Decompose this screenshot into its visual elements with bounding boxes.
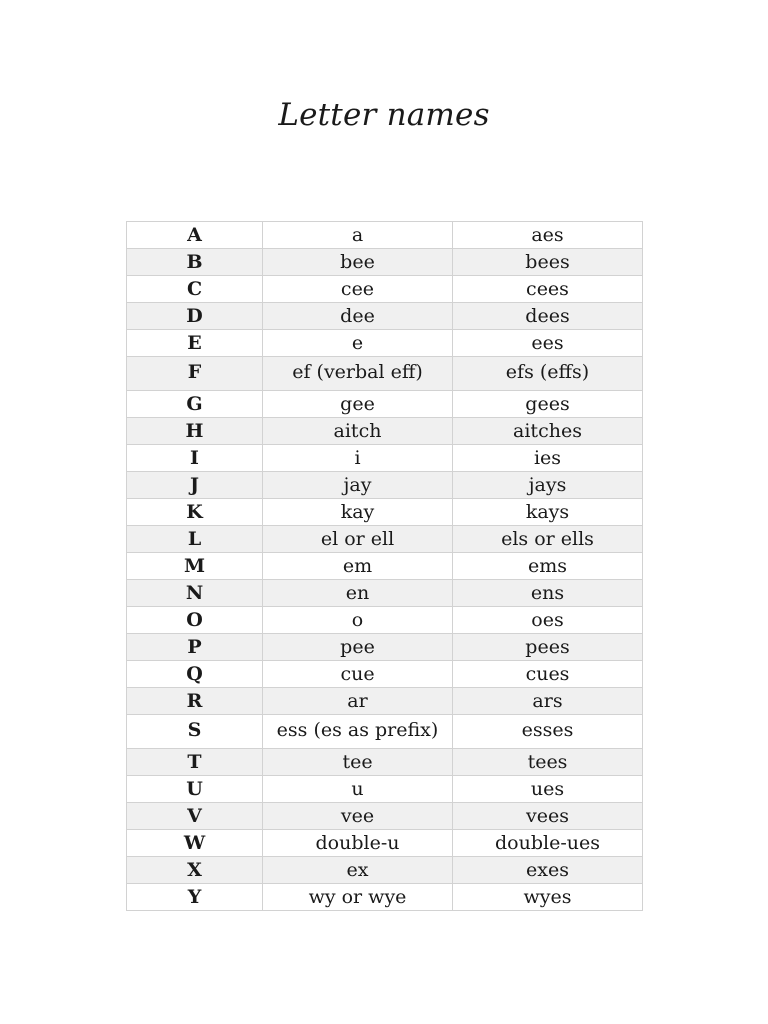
table-row — [127, 249, 643, 276]
letter-cell: B — [127, 249, 263, 276]
table-row — [127, 688, 643, 715]
letter-name-cell: vee — [263, 803, 453, 830]
page-title: Letter names — [278, 97, 490, 133]
letter-cell: J — [127, 472, 263, 499]
table-row — [127, 499, 643, 526]
letter-cell: V — [127, 803, 263, 830]
letter-cell: P — [127, 634, 263, 661]
letter-cell: Y — [127, 884, 263, 911]
plural-cell: efs (effs) — [453, 357, 643, 391]
plural-cell: aitches — [453, 418, 643, 445]
letter-name-cell: double-u — [263, 830, 453, 857]
table-row — [127, 776, 643, 803]
plural-cell: dees — [453, 303, 643, 330]
table-row — [127, 580, 643, 607]
letter-name-cell: u — [263, 776, 453, 803]
plural-cell: ues — [453, 776, 643, 803]
letter-cell: N — [127, 580, 263, 607]
letter-cell: U — [127, 776, 263, 803]
letter-cell: A — [127, 222, 263, 249]
letter-name-cell: bee — [263, 249, 453, 276]
plural-cell: jays — [453, 472, 643, 499]
plural-cell: vees — [453, 803, 643, 830]
letter-cell: M — [127, 553, 263, 580]
letter-name-cell: em — [263, 553, 453, 580]
plural-cell: ees — [453, 330, 643, 357]
letter-cell: X — [127, 857, 263, 884]
letter-cell: G — [127, 391, 263, 418]
letter-name-cell: dee — [263, 303, 453, 330]
letter-cell: T — [127, 749, 263, 776]
letter-name-cell: el or ell — [263, 526, 453, 553]
table-row — [127, 330, 643, 357]
plural-cell: cues — [453, 661, 643, 688]
letter-cell: D — [127, 303, 263, 330]
table-row — [127, 803, 643, 830]
letter-cell: L — [127, 526, 263, 553]
table-row — [127, 303, 643, 330]
letter-cell: Q — [127, 661, 263, 688]
table-row — [127, 222, 643, 249]
plural-cell: double-ues — [453, 830, 643, 857]
letter-cell: S — [127, 715, 263, 749]
plural-cell: tees — [453, 749, 643, 776]
letter-names-table — [126, 221, 643, 911]
table-row — [127, 276, 643, 303]
table-body — [127, 222, 643, 911]
letter-name-cell: ar — [263, 688, 453, 715]
plural-cell: exes — [453, 857, 643, 884]
plural-cell: ens — [453, 580, 643, 607]
letter-name-cell: tee — [263, 749, 453, 776]
letter-name-cell: cee — [263, 276, 453, 303]
table-row — [127, 749, 643, 776]
letter-name-cell: ess (es as prefix) — [263, 715, 453, 749]
table-row — [127, 857, 643, 884]
letter-cell: K — [127, 499, 263, 526]
plural-cell: esses — [453, 715, 643, 749]
table-row — [127, 830, 643, 857]
letter-cell: R — [127, 688, 263, 715]
letter-name-cell: i — [263, 445, 453, 472]
letter-name-cell: en — [263, 580, 453, 607]
plural-cell: ies — [453, 445, 643, 472]
plural-cell: ems — [453, 553, 643, 580]
letter-cell: O — [127, 607, 263, 634]
letter-name-cell: o — [263, 607, 453, 634]
letter-cell: C — [127, 276, 263, 303]
plural-cell: oes — [453, 607, 643, 634]
table-row — [127, 553, 643, 580]
plural-cell: bees — [453, 249, 643, 276]
table-row — [127, 634, 643, 661]
table-row — [127, 445, 643, 472]
letter-cell: F — [127, 357, 263, 391]
table-row — [127, 715, 643, 749]
table-row — [127, 607, 643, 634]
letter-name-cell: pee — [263, 634, 453, 661]
plural-cell: gees — [453, 391, 643, 418]
table-row — [127, 391, 643, 418]
letter-name-cell: a — [263, 222, 453, 249]
letter-name-cell: ex — [263, 857, 453, 884]
letter-name-cell: cue — [263, 661, 453, 688]
plural-cell: wyes — [453, 884, 643, 911]
letter-name-cell: gee — [263, 391, 453, 418]
table-row — [127, 357, 643, 391]
letter-cell: H — [127, 418, 263, 445]
plural-cell: aes — [453, 222, 643, 249]
plural-cell: kays — [453, 499, 643, 526]
table-row — [127, 661, 643, 688]
letter-name-cell: wy or wye — [263, 884, 453, 911]
letter-name-cell: kay — [263, 499, 453, 526]
plural-cell: pees — [453, 634, 643, 661]
letter-name-cell: aitch — [263, 418, 453, 445]
table-row — [127, 526, 643, 553]
plural-cell: cees — [453, 276, 643, 303]
letter-cell: W — [127, 830, 263, 857]
plural-cell: ars — [453, 688, 643, 715]
letter-cell: E — [127, 330, 263, 357]
table-row — [127, 472, 643, 499]
letter-name-cell: jay — [263, 472, 453, 499]
plural-cell: els or ells — [453, 526, 643, 553]
table-row — [127, 418, 643, 445]
table-row — [127, 884, 643, 911]
letter-name-cell: ef (verbal eff) — [263, 357, 453, 391]
letter-cell: I — [127, 445, 263, 472]
letter-name-cell: e — [263, 330, 453, 357]
